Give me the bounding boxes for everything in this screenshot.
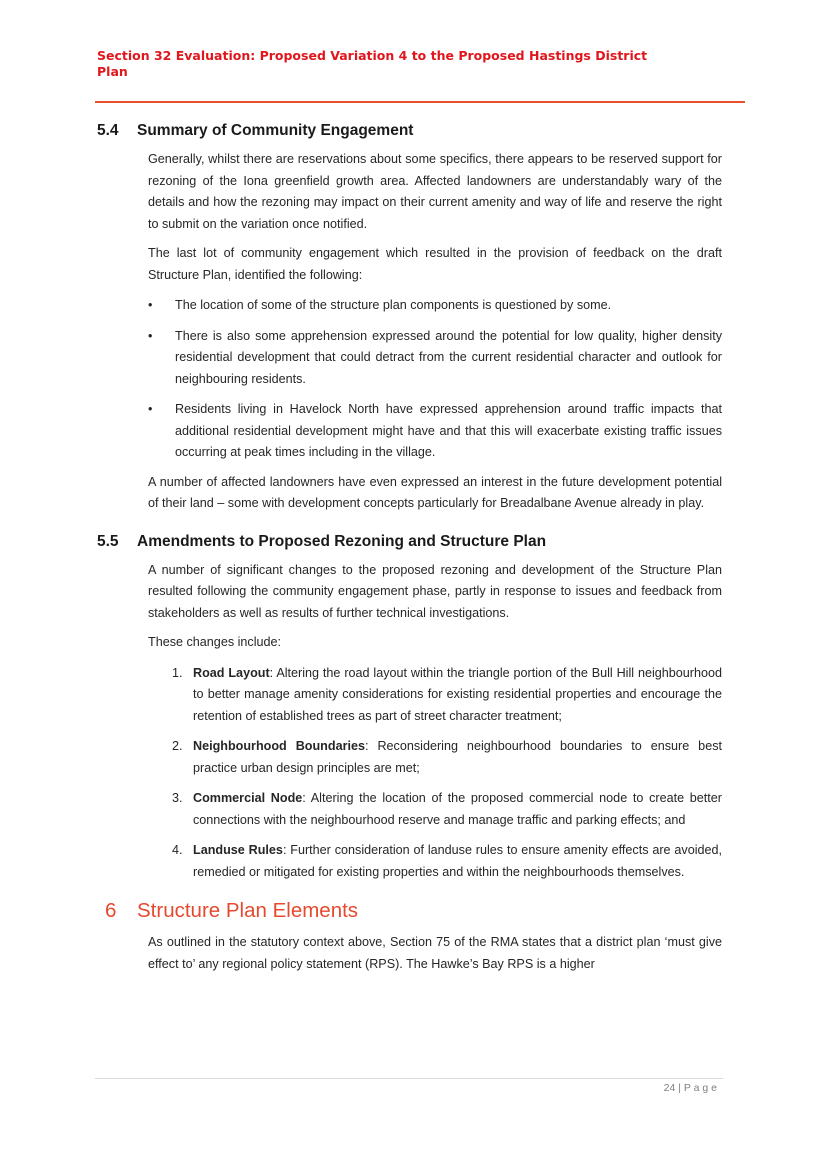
bullet-item — [148, 399, 722, 464]
heading-title: Structure Plan Elements — [137, 899, 359, 922]
section-heading-6 — [97, 897, 745, 924]
item-bold-label: Road Layout — [193, 665, 270, 680]
item-number: 4. — [172, 843, 183, 857]
bullet-item — [148, 295, 722, 317]
section-heading-5-4 — [97, 121, 745, 141]
numbered-item — [172, 788, 722, 831]
item-number: 2. — [172, 739, 183, 753]
numbered-item — [172, 840, 722, 883]
paragraph: These changes include: — [148, 635, 282, 649]
item-body-text: : Altering the location of the proposed commercial node to create better connections with the neighbourhood reserve and manage traffic and parking effects; and — [193, 791, 722, 827]
item-body-text: : Altering the road layout within the triangle portion of the Bull Hill neighbourhood to better manage amenity considerations for existing residential properties and encourage the retention of established trees as part of street character treatment; — [193, 665, 722, 723]
item-number: 3. — [172, 791, 183, 805]
heading-title: Summary of Community Engagement — [137, 122, 414, 139]
header-rule — [95, 101, 745, 103]
bullet-marker: • — [148, 402, 153, 416]
item-bold-label: Commercial Node — [193, 791, 303, 805]
paragraph: The last lot of community engagement which resulted in the provision of feedback on the draft Structure Plan, identified the following: — [148, 246, 722, 282]
bullet-marker: • — [148, 298, 153, 312]
item-text — [193, 840, 722, 883]
heading-number: 6 — [105, 899, 117, 922]
heading-title: Amendments to Proposed Rezoning and Structure Plan — [137, 532, 547, 550]
item-text — [193, 663, 722, 728]
document-body — [97, 104, 745, 975]
bullet-text: The location of some of the structure plan components is questioned by some. — [175, 298, 612, 312]
numbered-item — [172, 663, 722, 728]
header-title-line1: Section 32 Evaluation: Proposed Variation 4 to the Proposed Hastings District — [97, 48, 648, 63]
page-number: 24 | P a g e — [663, 1082, 717, 1094]
paragraph: Generally, whilst there are reservations about some specifics, there appears to be reserved support for rezoning of the Iona greenfield growth area. Affected landowners are understandably wary of the details and how the rezoning may impact on their current amenity and way of life and reserve the right to submit on the variation once notified. — [148, 152, 722, 231]
heading-number: 5.4 — [97, 122, 119, 139]
item-number: 1. — [172, 665, 183, 680]
paragraph: A number of significant changes to the proposed rezoning and development of the Structure Plan resulted following the community engagement phase, partly in response to issues and feedback from stakeholders as well as results of further technical investigations. — [148, 562, 722, 620]
section-heading-5-5 — [97, 532, 745, 552]
item-text — [193, 788, 722, 831]
header-title-line2: Plan — [97, 64, 128, 79]
paragraph: As outlined in the statutory context above, Section 75 of the RMA states that a district plan ‘must give effect to’ any regional policy statement (RPS). The Hawke’s Bay RPS is a higher — [148, 935, 722, 971]
bullet-text: There is also some apprehension expressed around the potential for low quality, higher density residential development that could detract from the current residential character and outlook for neighbouring residents. — [175, 328, 722, 386]
item-bold-label: Neighbourhood Boundaries — [193, 739, 365, 753]
document-header — [97, 48, 747, 80]
document-footer — [95, 1078, 723, 1094]
bullet-text: Residents living in Havelock North have expressed apprehension around traffic impacts that additional residential development might have and that this will exacerbate existing traffic issues occurring at peak times including in the village. — [175, 402, 722, 459]
item-body-text: : Reconsidering neighbourhood boundaries to ensure best practice urban design principles are met; — [193, 739, 722, 775]
bullet-item — [148, 326, 722, 391]
heading-number: 5.5 — [97, 532, 119, 550]
item-bold-label: Landuse Rules — [193, 843, 283, 857]
bullet-marker: • — [148, 328, 153, 343]
item-body-text: : Further consideration of landuse rules to ensure amenity effects are avoided, remedied or mitigated for existing properties and within the neighbourhoods themselves. — [193, 843, 723, 879]
paragraph: A number of affected landowners have even expressed an interest in the future development potential of their land – some with development concepts particularly for Breadalbane Avenue already in play. — [148, 474, 722, 510]
item-text — [193, 736, 722, 779]
numbered-item — [172, 736, 722, 779]
